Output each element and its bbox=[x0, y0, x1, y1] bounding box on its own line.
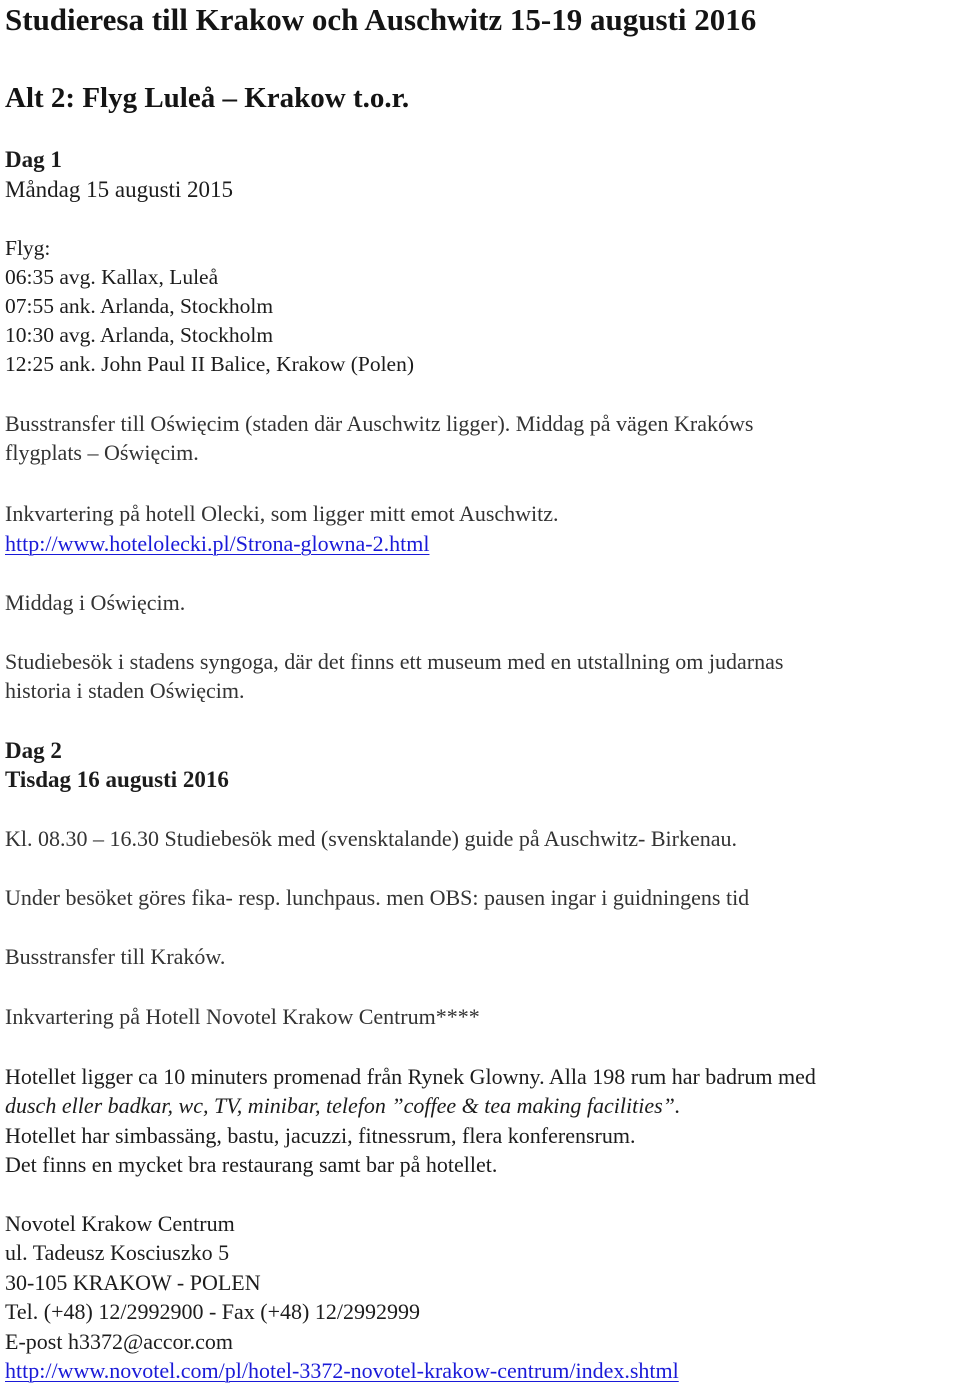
day1-heading: Dag 1 bbox=[5, 147, 62, 172]
contact-phone: Tel. (+48) 12/2992900 - Fax (+48) 12/2992999 bbox=[5, 1299, 420, 1324]
contact-city: 30-105 KRAKOW - POLEN bbox=[5, 1270, 261, 1295]
day2-transfer: Busstransfer till Kraków. bbox=[5, 944, 226, 969]
hotel-desc-line1: Hotellet ligger ca 10 minuters promenad från Rynek Glowny. Alla 198 rum har badrum med bbox=[5, 1064, 816, 1089]
day2-date: Tisdag 16 augusti 2016 bbox=[5, 767, 229, 792]
contact-email: E-post h3372@accor.com bbox=[5, 1329, 233, 1354]
hotel-desc-line2: dusch eller badkar, wc, TV, minibar, telefon ”coffee & tea making facilities”. bbox=[5, 1093, 681, 1118]
day2-hotel: Inkvartering på Hotell Novotel Krakow Centrum**** bbox=[5, 1004, 480, 1029]
hotel-desc-line4: Det finns en mycket bra restaurang samt bar på hotellet. bbox=[5, 1152, 498, 1177]
contact-name: Novotel Krakow Centrum bbox=[5, 1211, 235, 1236]
flight-row: 07:55 ank. Arlanda, Stockholm bbox=[5, 294, 274, 318]
hotel-desc-line3: Hotellet har simbassäng, bastu, jacuzzi, fitnessrum, flera konferensrum. bbox=[5, 1123, 636, 1148]
day1-visit-line2: historia i staden Oświęcim. bbox=[5, 678, 245, 703]
day1-date: Måndag 15 augusti 2015 bbox=[5, 177, 234, 202]
day1-dinner: Middag i Oświęcim. bbox=[5, 590, 186, 615]
flight-row: 12:25 ank. John Paul II Balice, Krakow (Polen) bbox=[5, 352, 415, 376]
day2-guide: Kl. 08.30 – 16.30 Studiebesök med (svensktalande) guide på Auschwitz- Birkenau. bbox=[5, 826, 737, 851]
flights-label: Flyg: bbox=[5, 236, 51, 260]
contact-street: ul. Tadeusz Kosciuszko 5 bbox=[5, 1240, 230, 1265]
novotel-link[interactable]: http://www.novotel.com/pl/hotel-3372-novotel-krakow-centrum/index.shtml bbox=[5, 1358, 679, 1383]
day2-break: Under besöket göres fika- resp. lunchpaus. men OBS: pausen ingar i guidningens tid bbox=[5, 885, 750, 910]
document-subtitle: Alt 2: Flyg Luleå – Krakow t.o.r. bbox=[5, 82, 410, 114]
flight-row: 10:30 avg. Arlanda, Stockholm bbox=[5, 323, 274, 347]
day2-heading: Dag 2 bbox=[5, 738, 62, 763]
day1-hotel: Inkvartering på hotell Olecki, som ligger mitt emot Auschwitz. bbox=[5, 501, 559, 526]
day1-transfer-line1: Busstransfer till Oświęcim (staden där Auschwitz ligger). Middag på vägen Krakóws bbox=[5, 411, 754, 436]
hotel-olecki-link[interactable]: http://www.hotelolecki.pl/Strona-glowna-2.html bbox=[5, 531, 430, 556]
document-title: Studieresa till Krakow och Auschwitz 15-19 augusti 2016 bbox=[5, 2, 757, 37]
flight-row: 06:35 avg. Kallax, Luleå bbox=[5, 265, 219, 289]
day1-transfer-line2: flygplats – Oświęcim. bbox=[5, 440, 199, 465]
day1-visit-line1: Studiebesök i stadens syngoga, där det finns ett museum med en utstallning om judarnas bbox=[5, 649, 784, 674]
